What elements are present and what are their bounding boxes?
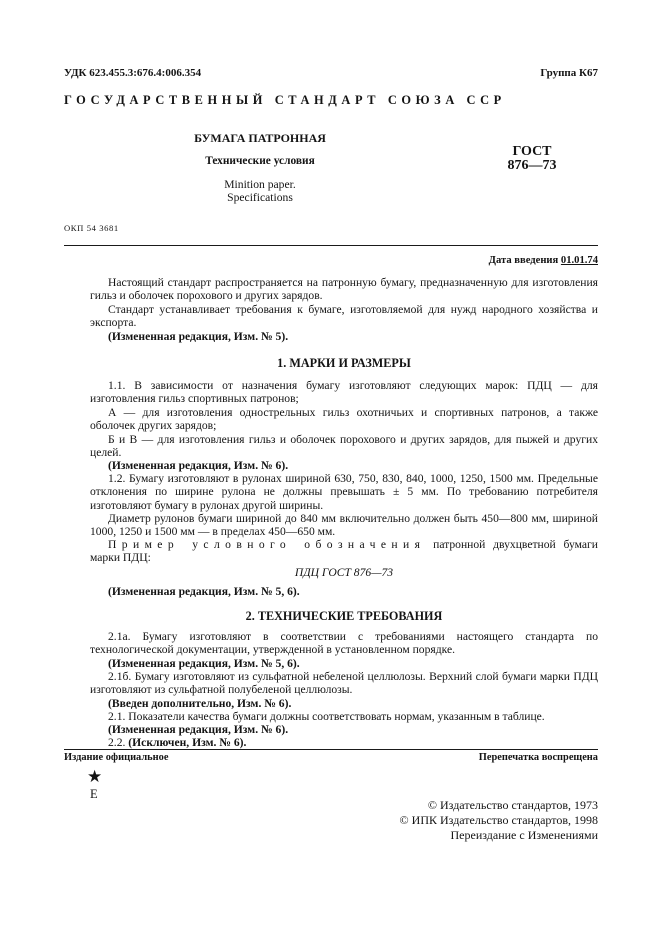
copyright-1998: © ИПК Издательство стандартов, 1998 [399,813,598,827]
official-edition: Издание официальное [64,752,169,763]
amendment-1-1: (Измененная редакция, Изм. № 6). [108,459,289,472]
paragraph-1-2: 1.2. Бумагу изготовляют в рулонах шириной 630, 750, 830, 840, 1000, 1250, 1500 мм. Предельные отклонения по ширине рулона не должны превышать ± 5 мм. По требованию потребителя изготовляют бумагу в рулонах другой ширины. [90,472,598,512]
designation-formula: ПДЦ ГОСТ 876—73 [294,566,394,579]
paragraph-1-1-a: А — для изготовления однострельных гильз охотничьих и спортивных патронов, а также оболочек других зарядов; [90,406,598,433]
paragraph-1-1-b: Б и В — для изготовления гильз и оболочек порохового и других зарядов, для пыжей и других целей. [90,433,598,460]
intro-date-value: 01.01.74 [560,255,598,266]
state-standard-banner: ГОСУДАРСТВЕННЫЙ СТАНДАРТ СОЮЗА ССР [64,93,506,107]
english-title: Minition paper. [224,178,296,191]
amendment-2-1a: (Измененная редакция, Изм. № 5, 6). [108,657,300,670]
footer-divider [64,749,598,750]
edition-letter: Е [90,787,98,801]
paragraph-1-1: 1.1. В зависимости от назначения бумагу изготовляют следующих марок: ПДЦ — для изготовления гильз спортивных патронов; [90,379,598,406]
paragraph-1-2-b: Диаметр рулонов бумаги шириной до 840 мм включительно должен быть 450—800 мм, шириной 1000, 1250 и 1500 мм — в пределах 450—650 мм. [90,512,598,539]
intro-amendment: (Измененная редакция, Изм. № 5). [108,330,289,343]
section-2-heading: 2. ТЕХНИЧЕСКИЕ ТРЕБОВАНИЯ [245,609,443,623]
english-subtitle: Specifications [227,191,293,204]
document-subtitle: Технические условия [205,155,315,167]
intro-paragraph-2: Стандарт устанавливает требования к бумаге, изготовляемой для нужд народного хозяйства и экспорта. [90,303,598,330]
okp-code: ОКП 54 3681 [64,223,119,233]
title-divider [64,245,598,246]
reissue-note: Переиздание с Изменениями [450,828,598,842]
example-label: Пример условного обозначения [108,538,426,551]
amendment-2-1: (Измененная редакция, Изм. № 6). [108,723,289,736]
paragraph-2-2 [90,736,598,749]
udk-code: УДК 623.455.3:676.4:006.354 [64,67,202,79]
paragraph-2-1: 2.1. Показатели качества бумаги должны соответствовать нормам, указанным в таблице. [108,710,545,723]
amendment-2-1b: (Введен дополнительно, Изм. № 6). [108,697,292,710]
intro-date [489,255,598,266]
designation-example [90,538,598,565]
paragraph-2-2-number: 2.2. [108,736,126,749]
gost-number: 876—73 [507,158,557,173]
section-1-heading: 1. МАРКИ И РАЗМЕРЫ [277,356,411,370]
paragraph-2-2-text: (Исключен, Изм. № 6). [128,736,247,749]
example-text: патронной двухцветной бумаги марки ПДЦ: [90,538,598,565]
paragraph-2-1a: 2.1а. Бумагу изготовляют в соответствии с требованиями настоящего стандарта по технологической документации, утвержденной в установленном порядке. [90,630,598,657]
copyright-1973: © Издательство стандартов, 1973 [427,798,598,812]
amendment-1-2: (Измененная редакция, Изм. № 5, 6). [108,585,300,598]
paragraph-2-1b: 2.1б. Бумагу изготовляют из сульфатной небеленой целлюлозы. Верхний слой бумаги марки ПДЦ изготовляют из сульфатной полубеленой целлюлозы. [90,670,598,697]
star-icon: ★ [87,767,103,786]
reprint-prohibited: Перепечатка воспрещена [478,752,598,763]
gost-label: ГОСТ [512,144,552,159]
document-title: БУМАГА ПАТРОННАЯ [194,131,326,145]
group-code: Группа К67 [540,67,598,79]
intro-date-label: Дата введения [488,255,559,266]
intro-paragraph-1: Настоящий стандарт распространяется на патронную бумагу, предназначенную для изготовления гильз и оболочек порохового и других зарядов. [90,276,598,303]
